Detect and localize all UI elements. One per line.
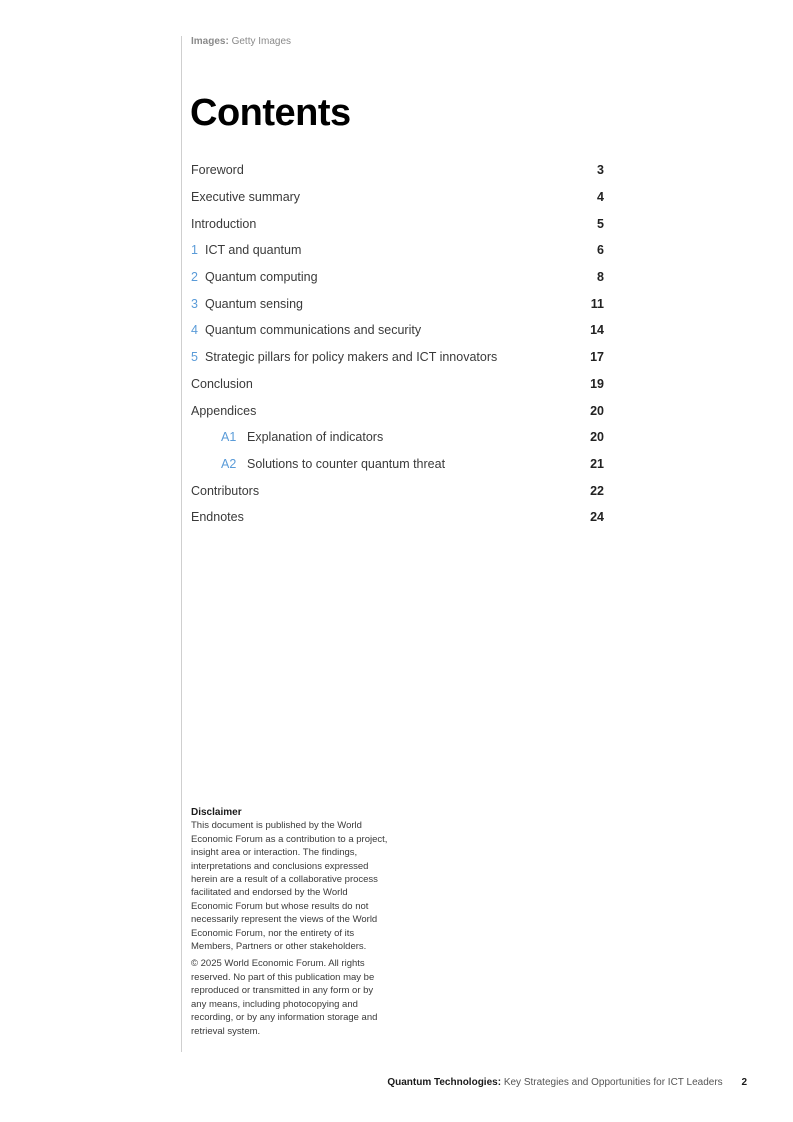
toc-entry-label: Contributors	[191, 483, 260, 498]
toc-entry-number: 3	[191, 296, 198, 311]
page-footer	[387, 1077, 747, 1088]
toc-entry-number: A2	[221, 456, 237, 471]
toc-entry[interactable]	[191, 290, 604, 317]
toc-entry-label: Quantum computing	[205, 270, 318, 285]
toc-entry[interactable]	[191, 210, 604, 237]
page-number: 2	[741, 1077, 747, 1088]
toc-entry-page: 3	[597, 163, 604, 178]
toc-entry-number: 1	[191, 243, 198, 258]
toc-entry[interactable]	[191, 397, 604, 424]
toc-entry[interactable]	[191, 504, 604, 531]
toc-entry-page: 20	[590, 403, 604, 418]
toc-entry-page: 24	[590, 510, 604, 525]
toc-entry-page: 14	[590, 323, 604, 338]
toc-entry-label: Quantum sensing	[205, 296, 303, 311]
toc-entry-page: 19	[590, 376, 604, 391]
toc-entry[interactable]	[191, 157, 604, 184]
toc-entry-label: Strategic pillars for policy makers and ICT innovators	[205, 350, 498, 365]
toc-entry[interactable]	[191, 184, 604, 211]
toc-entry-number: 5	[191, 350, 198, 365]
toc-entry-label: Solutions to counter quantum threat	[247, 456, 446, 471]
toc-entry-label: Executive summary	[191, 190, 301, 205]
toc-entry-label: Introduction	[191, 216, 257, 231]
toc-entry-number: 2	[191, 270, 198, 285]
toc-entry-page: 4	[597, 190, 604, 205]
toc-entry-page: 6	[597, 243, 604, 258]
toc-entry-page: 17	[590, 350, 604, 365]
toc-entry[interactable]	[191, 264, 604, 291]
toc-entry[interactable]	[191, 344, 604, 371]
toc-entry[interactable]	[191, 424, 604, 451]
toc-entry[interactable]	[191, 237, 604, 264]
toc-entry[interactable]	[191, 451, 604, 478]
margin-rule	[181, 36, 182, 1052]
toc-entry[interactable]	[191, 371, 604, 398]
footer-title-bold: Quantum Technologies:	[387, 1077, 502, 1088]
table-of-contents	[191, 157, 604, 531]
toc-entry-label: Quantum communications and security	[205, 323, 422, 338]
toc-entry-page: 21	[590, 456, 604, 471]
toc-entry-page: 20	[590, 430, 604, 445]
toc-entry-number: A1	[221, 430, 237, 445]
disclaimer	[191, 806, 391, 1038]
toc-entry-label: Appendices	[191, 403, 257, 418]
toc-entry-label: Explanation of indicators	[247, 430, 384, 445]
toc-entry-label: Endnotes	[191, 510, 244, 525]
toc-entry-page: 8	[597, 270, 604, 285]
footer-title-rest: Key Strategies and Opportunities for ICT Leaders	[503, 1077, 723, 1088]
toc-entry[interactable]	[191, 317, 604, 344]
toc-entry-label: Foreword	[191, 163, 244, 178]
images-credit-value: Getty Images	[231, 36, 292, 47]
toc-entry-number: 4	[191, 323, 198, 338]
disclaimer-heading: Disclaimer	[191, 807, 242, 818]
disclaimer-body: This document is published by the World Economic Forum as a contribution to a project, insight area or interaction. The findings, interpretations and conclusions expressed herein are a result of a collaborative process facilitated and endorsed by the World Economic Forum but whose results do not necessarily represent the views of the World Economic Forum, nor the entirety of its Members, Partners or other stakeholders.	[191, 820, 388, 953]
toc-entry-label: ICT and quantum	[205, 243, 302, 258]
toc-entry-label: Conclusion	[191, 376, 253, 391]
toc-entry-page: 5	[597, 216, 604, 231]
toc-entry[interactable]	[191, 477, 604, 504]
page-title: Contents	[190, 92, 351, 134]
copyright-notice: © 2025 World Economic Forum. All rights reserved. No part of this publication may be reproduced or transmitted in any form or by any means, including photocopying and recording, or by any information storage and retrieval system.	[191, 958, 378, 1037]
images-credit-label: Images:	[191, 36, 229, 47]
images-credit	[191, 35, 291, 48]
toc-entry-page: 22	[590, 483, 604, 498]
toc-entry-page: 11	[590, 296, 604, 311]
